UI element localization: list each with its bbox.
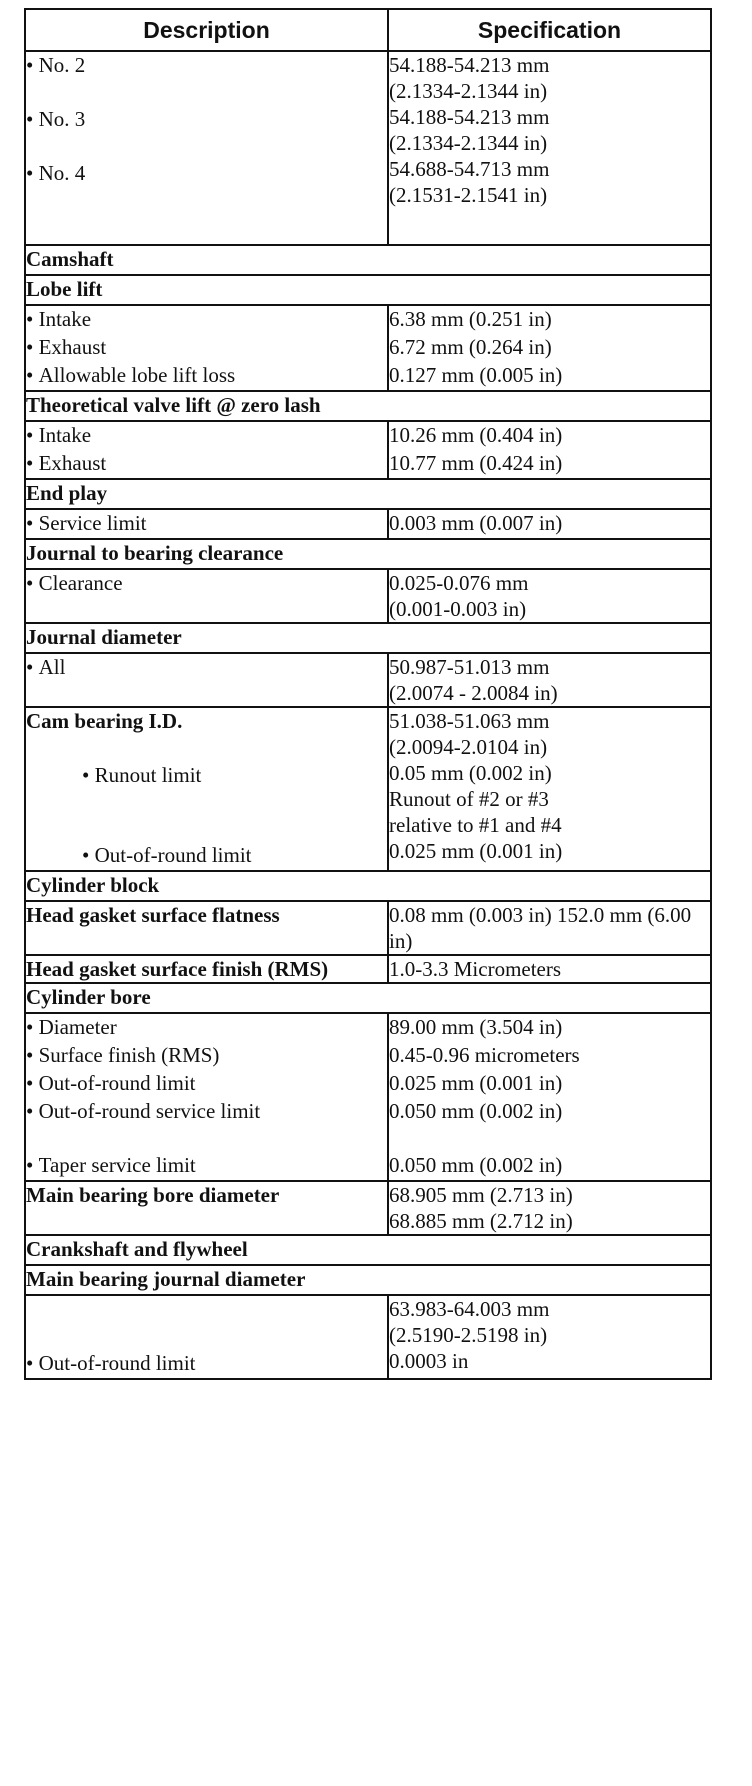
table-row	[25, 569, 711, 623]
section-heading: End play	[25, 479, 711, 509]
table-row	[25, 305, 711, 391]
description-cell: Head gasket surface finish (RMS)	[25, 955, 388, 983]
spec-value: 54.188-54.213 mm	[389, 53, 550, 77]
spec-value: 63.983-64.003 mm	[389, 1297, 550, 1321]
section-row	[25, 245, 711, 275]
specification-cell	[388, 421, 711, 479]
section-row	[25, 871, 711, 901]
spec-value: 54.188-54.213 mm	[389, 105, 550, 129]
specification-cell	[388, 653, 711, 707]
list-item: • Surface finish (RMS)	[26, 1042, 387, 1070]
spacer	[26, 1296, 387, 1350]
specification-cell: 0.08 mm (0.003 in) 152.0 mm (6.00 in)	[388, 901, 711, 955]
list-item: • Taper service limit	[26, 1152, 387, 1180]
list-item: • Service limit	[26, 510, 387, 538]
spec-value: 0.0003 in	[389, 1349, 469, 1373]
list-item: • No. 4	[26, 160, 387, 214]
specification-cell	[388, 305, 711, 391]
list-item: • Runout limit	[26, 762, 387, 842]
description-cell	[25, 305, 388, 391]
description-cell	[25, 1295, 388, 1379]
description-cell	[25, 569, 388, 623]
spec-value: 10.77 mm (0.424 in)	[389, 451, 563, 475]
list-item: • All	[26, 654, 387, 682]
table-row	[25, 901, 711, 955]
spec-value: (2.0094-2.0104 in)	[389, 735, 548, 759]
table-row	[25, 1295, 711, 1379]
list-item: • Intake	[26, 422, 387, 450]
spec-value: 0.05 mm (0.002 in)	[389, 761, 552, 785]
section-heading: Journal diameter	[25, 623, 711, 653]
spec-value: (2.5190-2.5198 in)	[389, 1323, 548, 1347]
spec-value: 6.38 mm (0.251 in)	[389, 307, 552, 331]
list-item: • Allowable lobe lift loss	[26, 362, 387, 390]
table-row	[25, 1013, 711, 1181]
spec-value: 54.688-54.713 mm	[389, 157, 550, 181]
description-cell: Head gasket surface flatness	[25, 901, 388, 955]
spec-value: (2.1531-2.1541 in)	[389, 183, 548, 207]
spec-value: 0.127 mm (0.005 in)	[389, 363, 563, 387]
description-cell	[25, 1013, 388, 1181]
specification-cell: 1.0-3.3 Micrometers	[388, 955, 711, 983]
spec-value: relative to #1 and #4	[389, 813, 562, 837]
section-row	[25, 983, 711, 1013]
description-cell: Main bearing bore diameter	[25, 1181, 388, 1235]
section-row	[25, 1265, 711, 1295]
spec-value: 0.050 mm (0.002 in)	[389, 1099, 563, 1123]
spec-value: 0.025 mm (0.001 in)	[389, 1071, 563, 1095]
table-row	[25, 51, 711, 245]
section-heading: Lobe lift	[25, 275, 711, 305]
spec-value: (2.1334-2.1344 in)	[389, 79, 548, 103]
table-row	[25, 955, 711, 983]
spec-value: (0.001-0.003 in)	[389, 597, 527, 621]
spec-value: 50.987-51.013 mm	[389, 655, 550, 679]
section-heading: Main bearing journal diameter	[25, 1265, 711, 1295]
specification-cell	[388, 569, 711, 623]
spec-value: 89.00 mm (3.504 in)	[389, 1015, 563, 1039]
section-heading: Cylinder bore	[25, 983, 711, 1013]
section-heading: Cylinder block	[25, 871, 711, 901]
list-item: • No. 2	[26, 52, 387, 106]
list-item: • Diameter	[26, 1014, 387, 1042]
section-row	[25, 479, 711, 509]
specification-table	[24, 8, 712, 1380]
list-item: • Exhaust	[26, 450, 387, 478]
table-row	[25, 509, 711, 539]
specification-cell	[388, 1181, 711, 1235]
specification-cell	[388, 509, 711, 539]
description-cell	[25, 509, 388, 539]
list-item: • Clearance	[26, 570, 387, 598]
section-heading: Crankshaft and flywheel	[25, 1235, 711, 1265]
spec-value: 0.025-0.076 mm	[389, 571, 529, 595]
list-item: • Out-of-round limit	[26, 1070, 387, 1098]
spec-value: 68.905 mm (2.713 in)	[389, 1183, 573, 1207]
spec-value: 0.003 mm (0.007 in)	[389, 511, 563, 535]
table-row	[25, 707, 711, 871]
spec-value: 68.885 mm (2.712 in)	[389, 1209, 573, 1233]
list-item: • Intake	[26, 306, 387, 334]
spec-value: (2.0074 - 2.0084 in)	[389, 681, 558, 705]
description-cell	[25, 421, 388, 479]
spec-value: 0.025 mm (0.001 in)	[389, 839, 563, 863]
list-item: • No. 3	[26, 106, 387, 160]
section-row	[25, 539, 711, 569]
specification-cell	[388, 707, 711, 871]
section-row	[25, 1235, 711, 1265]
spec-value: 0.45-0.96 micrometers	[389, 1043, 580, 1067]
table-row	[25, 1181, 711, 1235]
section-heading: Camshaft	[25, 245, 711, 275]
spec-value: 51.038-51.063 mm	[389, 709, 550, 733]
spec-value: 10.26 mm (0.404 in)	[389, 423, 563, 447]
table-header-row	[25, 9, 711, 51]
specification-cell	[388, 51, 711, 245]
section-row	[25, 275, 711, 305]
spec-value: 6.72 mm (0.264 in)	[389, 335, 552, 359]
table-row	[25, 653, 711, 707]
section-heading: Theoretical valve lift @ zero lash	[25, 391, 711, 421]
specification-cell	[388, 1013, 711, 1181]
table-row	[25, 421, 711, 479]
list-item: • Out-of-round service limit	[26, 1098, 387, 1152]
description-cell	[25, 653, 388, 707]
specification-header: Specification	[388, 9, 711, 51]
specification-cell	[388, 1295, 711, 1379]
list-item: • Out-of-round limit	[26, 1350, 387, 1378]
row-title: Cam bearing I.D.	[26, 709, 183, 733]
spec-value: (2.1334-2.1344 in)	[389, 131, 548, 155]
list-item: • Exhaust	[26, 334, 387, 362]
description-header: Description	[25, 9, 388, 51]
description-cell	[25, 707, 388, 871]
section-heading: Journal to bearing clearance	[25, 539, 711, 569]
list-item: • Out-of-round limit	[26, 842, 387, 870]
description-cell	[25, 51, 388, 245]
section-row	[25, 623, 711, 653]
spec-value: 0.050 mm (0.002 in)	[389, 1153, 563, 1177]
section-row	[25, 391, 711, 421]
spec-value: Runout of #2 or #3	[389, 787, 549, 811]
